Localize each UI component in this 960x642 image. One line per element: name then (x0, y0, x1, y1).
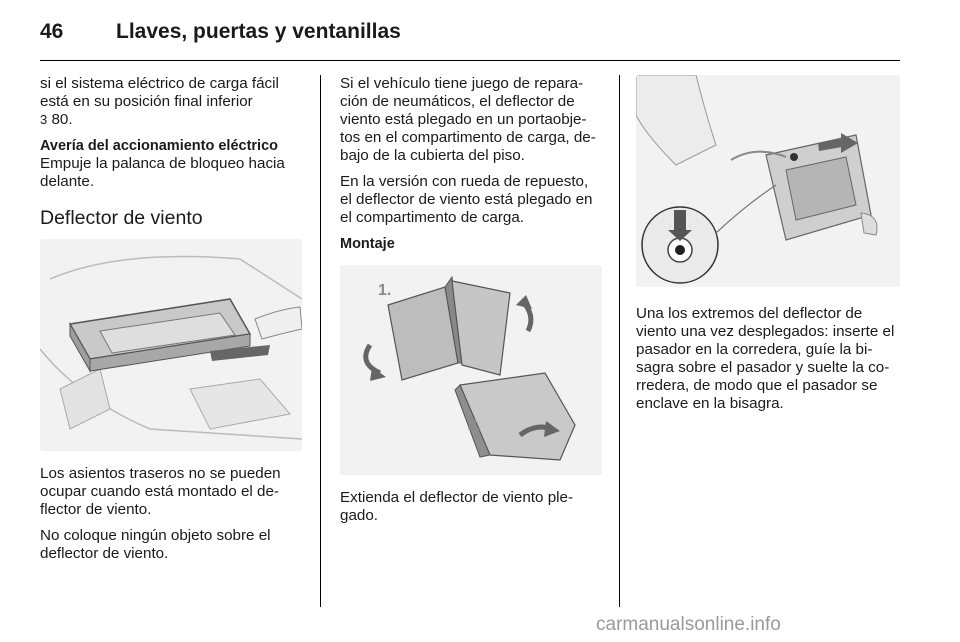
paragraph-8: Una los extremos del deflector de viento una vez desplegados: inserte el pasador en la corredera, guíe la bi-sagra sobre el pasador y suelte la co-rredera, de modo que el pasador se enclave en la bisagra. (636, 305, 895, 412)
paragraph-1-text: si el sistema eléctrico de carga fácil está en su posición final inferior (40, 75, 279, 110)
paragraph-1 (40, 75, 304, 129)
paragraph-7: Extienda el deflector de viento ple-gado. (340, 489, 574, 524)
page-reference[interactable]: 80. (47, 111, 73, 128)
column-2 (340, 75, 604, 533)
hinge-illustration (636, 75, 900, 287)
column-divider-1 (320, 75, 321, 607)
column-1 (40, 75, 304, 571)
watermark: carmanualsonline.info (596, 614, 781, 635)
figure-hinge-pin (636, 75, 900, 287)
column-divider-2 (619, 75, 620, 607)
header-rule (40, 60, 900, 61)
step-2-label: 2. (468, 417, 482, 434)
paragraph-2 (40, 137, 304, 191)
column-3 (636, 75, 902, 421)
paragraph-4: No coloque ningún objeto sobre el deflector de viento. (40, 527, 271, 562)
page-title: Llaves, puertas y ventanillas (116, 20, 401, 43)
trunk-illustration (40, 239, 302, 451)
unfold-illustration (340, 265, 602, 475)
page-number: 46 (40, 20, 64, 43)
figure-deflector-in-trunk (40, 239, 302, 451)
subheading-electric-failure: Avería del accionamiento eléctrico (40, 138, 279, 154)
subheading-montaje: Montaje (340, 236, 395, 252)
arrow-reference-icon: 3 (40, 112, 48, 127)
paragraph-3: Los asientos traseros no se pueden ocupar cuando está montado el de-flector de viento. (40, 465, 281, 518)
page-header (40, 20, 401, 50)
paragraph-2-text: Empuje la palanca de bloqueo hacia delante. (40, 155, 285, 190)
paragraph-5: Si el vehículo tiene juego de repara-ción de neumáticos, el deflector de viento está plegado en un portaobje-tos en el compartimento de carga, de-bajo de la cubierta del piso. (340, 75, 596, 164)
step-1-label: 1. (378, 282, 392, 299)
paragraph-6: En la versión con rueda de repuesto, el deflector de viento está plegado en el compartimento de carga. (340, 173, 593, 226)
section-title-wind-deflector: Deflector de viento (40, 207, 203, 229)
figure-unfolding-steps (340, 265, 602, 475)
